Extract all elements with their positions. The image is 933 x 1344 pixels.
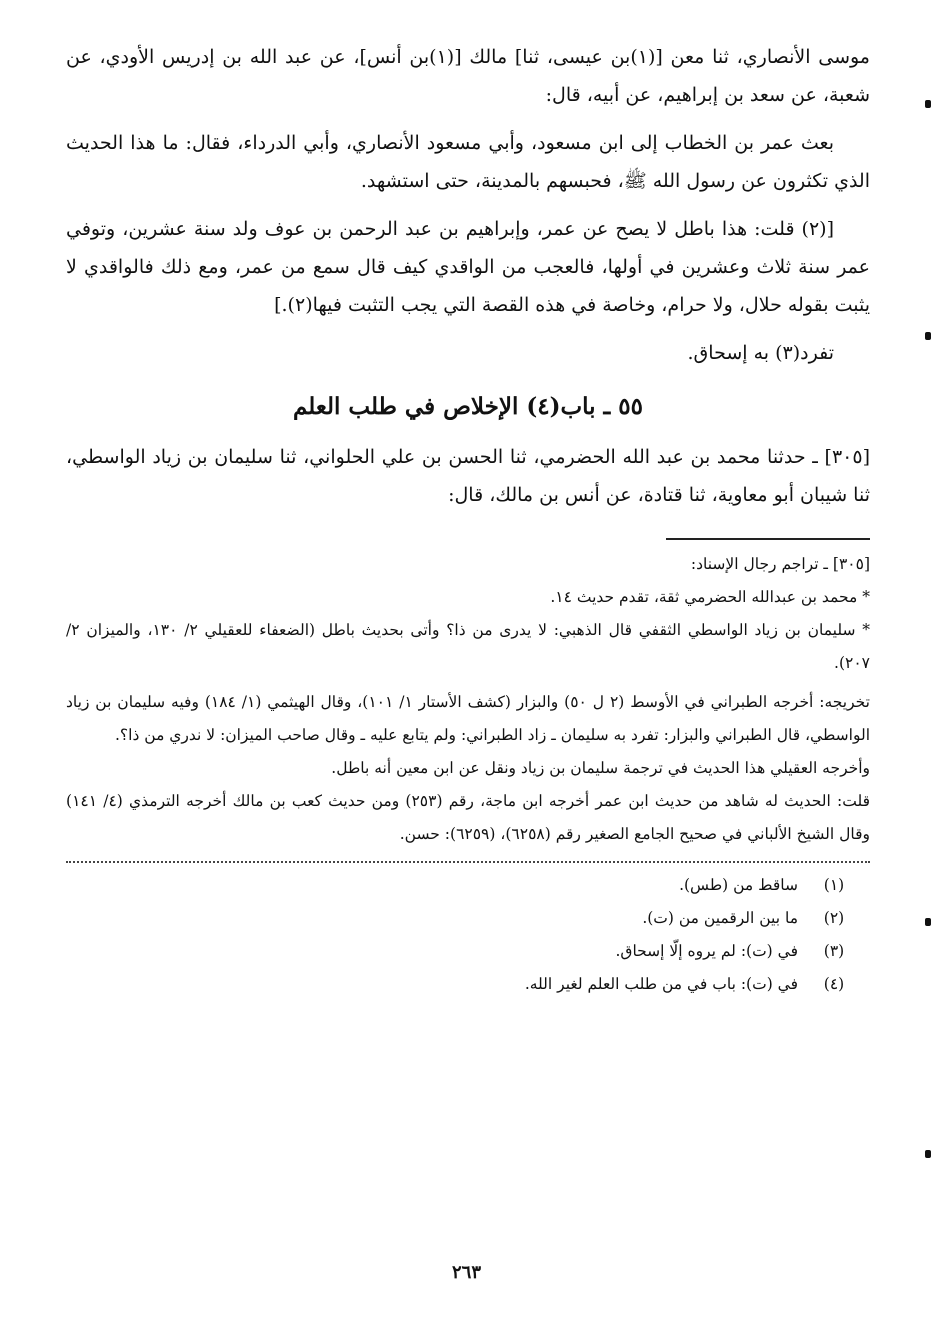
footnotes-divider bbox=[66, 861, 870, 863]
notes-divider bbox=[666, 538, 870, 540]
notes-section bbox=[66, 548, 870, 851]
qultu-note: قلت: الحديث له شاهد من حديث ابن عمر أخرجه ابن ماجة، رقم (٢٥٣) ومن حديث كعب بن مالك أخرجه الترمذي (٤/ ١٤١) وقال الشيخ الألباني في صحيح الجامع الصغير رقم (٦٢٥٨)، (٦٢٥٩): حسن. bbox=[66, 792, 871, 843]
footnote-item bbox=[66, 902, 870, 935]
scan-mark bbox=[925, 918, 931, 926]
footnote-item bbox=[66, 968, 870, 1001]
main-text bbox=[66, 38, 870, 514]
page bbox=[66, 38, 870, 1001]
scan-mark bbox=[925, 100, 931, 108]
narrator-note-1: * محمد بن عبدالله الحضرمي ثقة، تقدم حديث ١٤. bbox=[550, 588, 870, 606]
footnote-text: في (ت): باب في من طلب العلم لغير الله. bbox=[524, 975, 798, 993]
scan-mark bbox=[925, 332, 931, 340]
footnote-text: في (ت): لم يروه إلّا إسحاق. bbox=[615, 942, 798, 960]
chapter-heading: ٥٥ ـ باب(٤) الإخلاص في طلب العلم bbox=[292, 393, 644, 420]
takhrij-note: تخريجه: أخرجه الطبراني في الأوسط (٢ ل ٥٠) والبزار (كشف الأستار ١/ ١٠١)، وقال الهيثمي (١/ ١٨٤) وفيه سليمان بن زياد الواسطي، قال الطبراني والبزار: تفرد به سليمان ـ زاد الطبراني: ولم يتابع عليه ـ وقال صاحب الميزان: لا ندري من ذا؟. bbox=[66, 693, 870, 744]
footnote-text: ساقط من (طس). bbox=[679, 876, 798, 894]
footnote-item bbox=[66, 935, 870, 968]
paragraph-tafarrud: تفرد(٣) به إسحاق. bbox=[687, 342, 834, 364]
hadith-305: [٣٠٥] ـ حدثنا محمد بن عبد الله الحضرمي، ثنا الحسن بن علي الحلواني، ثنا سليمان بن زياد الواسطي، ثنا شيبان أبو معاوية، ثنا قتادة، عن أنس بن مالك، قال: bbox=[66, 446, 870, 506]
notes-title: [٣٠٥] ـ تراجم رجال الإسناد: bbox=[690, 555, 870, 573]
footnotes bbox=[66, 869, 870, 1001]
footnote-item bbox=[66, 869, 870, 902]
footnote-number: (١) bbox=[823, 876, 845, 894]
uqayli-note: وأخرجه العقيلي هذا الحديث في ترجمة سليمان بن زياد ونقل عن ابن معين أنه باطل. bbox=[331, 759, 870, 777]
footnote-number: (٤) bbox=[823, 975, 845, 993]
footnote-number: (٢) bbox=[823, 909, 845, 927]
paragraph-isnad: موسى الأنصاري، ثنا معن [(١)بن عيسى، ثنا] مالك [(١)بن أنس]، عن عبد الله بن إدريس الأودي، عن شعبة، عن سعد بن إبراهيم، عن أبيه، قال: bbox=[66, 46, 870, 106]
page-number: ٢٦٣ bbox=[451, 1262, 481, 1283]
paragraph-comment: [(٢) قلت: هذا باطل لا يصح عن عمر، وإبراهيم بن عبد الرحمن بن عوف ولد سنة عشرين، وتوفي عمر سنة ثلاث وعشرين في أولها، فالعجب من الواقدي كيف قال سمع من عمر، ومع ذلك فالواقدي لا يثبت بقوله حلال، ولا حرام، وخاصة في هذه القصة التي يجب التثبت فيها(٢).] bbox=[66, 218, 870, 316]
footnote-text: ما بين الرقمين من (ت). bbox=[642, 909, 798, 927]
narrator-note-2: * سليمان بن زياد الواسطي الثقفي قال الذهبي: لا يدرى من ذا؟ وأتى بحديث باطل (الضعفاء للعقيلي ٢/ ١٣٠، والميزان ٢/ ٢٠٧). bbox=[66, 621, 870, 672]
scan-mark bbox=[925, 1150, 931, 1158]
paragraph-matn: بعث عمر بن الخطاب إلى ابن مسعود، وأبي مسعود الأنصاري، وأبي الدرداء، فقال: ما هذا الحديث الذي تكثرون عن رسول الله ﷺ، فحبسهم بالمدينة، حتى استشهد. bbox=[66, 132, 870, 192]
footnote-number: (٣) bbox=[823, 942, 845, 960]
